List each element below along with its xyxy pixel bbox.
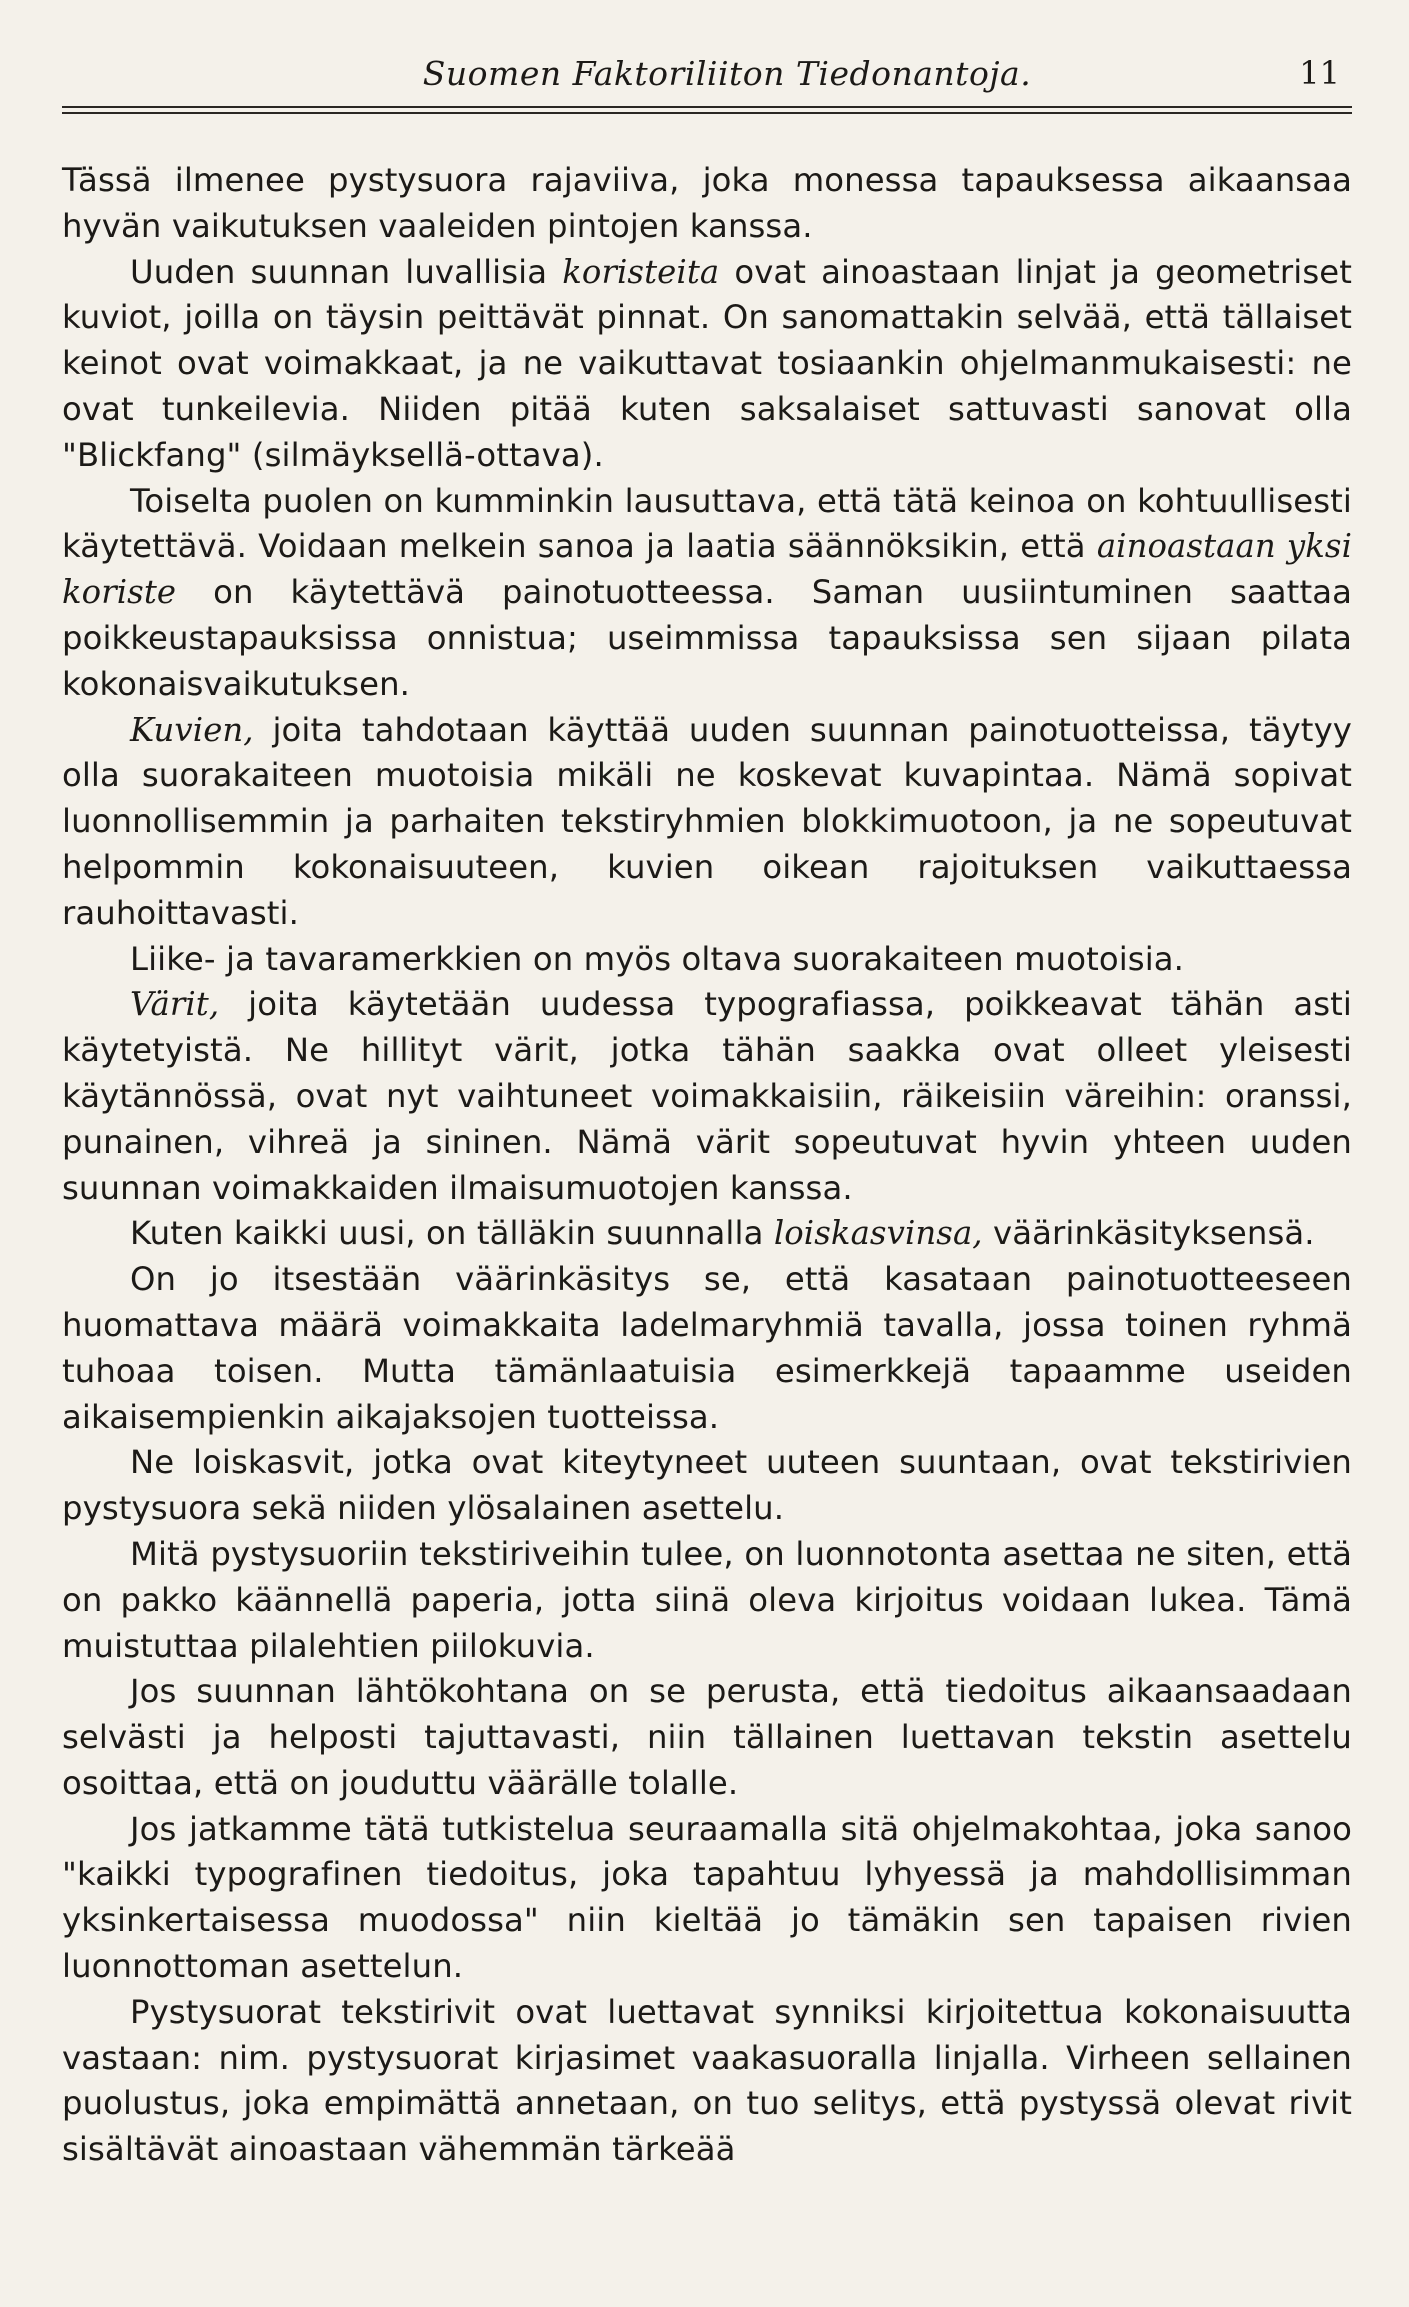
text-run: Uuden suunnan luvallisia [130,252,563,291]
text-run: ovat ainoastaan linjat ja geometriset kuviot, joilla on täysin peittävät pinnat. On sanomattakin selvää, että tällaiset keinot ovat voimakkaat, ja ne vaikuttavat tosiaankin ohjelmanmukaisesti: ne ovat tunkeilevia. Niiden pitää kuten saksalaiset sattuvasti sanovat olla "Blickfang" (silmäyksellä-ottava). [62,252,1352,474]
paragraph [62,1669,1352,1806]
text-run: Liike- ja tavaramerkkien on myös oltava suorakaiteen muotoisia. [130,939,1185,978]
text-run: Mitä pystysuoriin tekstiriveihin tulee, on luonnotonta asettaa ne siten, että on pakko käännellä paperia, jotta siinä oleva kirjoitus voidaan lukea. Tämä muistuttaa pilalehtien piilokuvia. [62,1534,1352,1665]
text-run: Jos jatkamme tätä tutkistelua seuraamalla sitä ohjelmakohtaa, joka sanoo "kaikki typografinen tiedoitus, joka tapahtuu lyhyessä ja mahdollisimman yksinkertaisessa muodossa" niin kieltää jo tämäkin sen tapaisen rivien luonnottoman asettelun. [62,1809,1352,1986]
text-run: joita tahdotaan käyttää uuden suunnan painotuotteissa, täytyy olla suorakaiteen muotoisia mikäli ne koskevat kuvapintaa. Nämä sopivat luonnollisemmin ja parhaiten tekstiryhmien blokkimuotoon, ja ne sopeutuvat helpommin kokonaisuuteen, kuvien oikean rajoituksen vaikuttaessa rauhoittavasti. [62,710,1352,932]
paragraph [62,479,1352,708]
paragraph [62,937,1352,983]
paragraph [62,250,1352,479]
text-run: väärinkäsityksensä. [982,1214,1315,1253]
emphasized-term: ainoastaan yksi koriste [62,527,1353,612]
paragraph [62,1807,1352,1990]
text-run: On jo itsestään väärinkäsitys se, että kasataan painotuotteeseen huomattava määrä voimakkaita ladelmaryhmiä tavalla, jossa toinen ryhmä tuhoaa toisen. Mutta tämänlaatuisia esimerkkejä tapaamme useiden aikaisempienkin aikajaksojen tuotteissa. [62,1260,1352,1436]
text-run: Jos suunnan lähtökohtana on se perusta, että tiedoitus aikaansaadaan selvästi ja helposti tajuttavasti, niin tällainen luettavan tekstin asettelu osoittaa, että on jouduttu väärälle tolalle. [62,1672,1352,1802]
text-run: Tässä ilmenee pystysuora rajaviiva, joka monessa tapauksessa aikaansaa hyvän vaikutuksen vaaleiden pintojen kanssa. [62,161,1352,245]
journal-title: Suomen Faktoriliiton Tiedonantoja. [422,54,1032,93]
page [62,52,1352,2272]
header-rule-top [62,106,1352,108]
header-rule-bottom [62,112,1352,114]
text-run: Toiselta puolen on kumminkin lausuttava, että tätä keinoa on kohtuullisesti käytettävä. Voidaan melkein sanoa ja laatia säännöksikin, että [62,481,1352,566]
emphasized-term: loiskasvinsa, [773,1214,983,1253]
article-body [62,158,1352,2173]
paragraph [62,1211,1352,1257]
text-run: on käytettävä painotuotteessa. Saman uusiintuminen saattaa poikkeustapauksissa onnistua; useimmissa tapauksissa sen sijaan pilata kokonaisvaikutuksen. [62,573,1352,703]
emphasized-term: koristeita [562,252,720,291]
emphasized-term: Värit, [130,985,220,1024]
text-run: Pystysuorat tekstirivit ovat luettavat synniksi kirjoitettua kokonaisuutta vastaan: nim. pystysuorat kirjasimet vaakasuoralla linjalla. Virheen sellainen puolustus, joka empimättä annetaan, on tuo selitys, että pystyssä olevat rivit sisältävät ainoastaan vähemmän tärkeää [62,1992,1352,2169]
text-run: joita käytetään uudessa typografiassa, poikkeavat tähän asti käytetyistä. Ne hillityt värit, jotka tähän saakka ovat olleet yleisesti käytännössä, ovat nyt vaihtuneet voimakkaisiin, räikeisiin väreihin: oranssi, punainen, vihreä ja sininen. Nämä värit sopeutuvat hyvin yhteen uuden suunnan voimakkaiden ilmaisumuotojen kanssa. [62,985,1352,1207]
paragraph [62,158,1352,250]
paragraph [62,1440,1352,1532]
paragraph [62,1257,1352,1440]
text-run: Kuten kaikki uusi, on tälläkin suunnalla [130,1214,774,1253]
running-header [62,52,1352,100]
paragraph [62,1990,1352,2173]
emphasized-term: Kuvien, [130,710,254,749]
page-number: 11 [1299,54,1340,92]
text-run: Ne loiskasvit, jotka ovat kiteytyneet uuteen suuntaan, ovat tekstirivien pystysuora sekä niiden ylösalainen asettelu. [62,1443,1352,1528]
paragraph [62,708,1352,937]
paragraph [62,1532,1352,1669]
paragraph [62,982,1352,1211]
